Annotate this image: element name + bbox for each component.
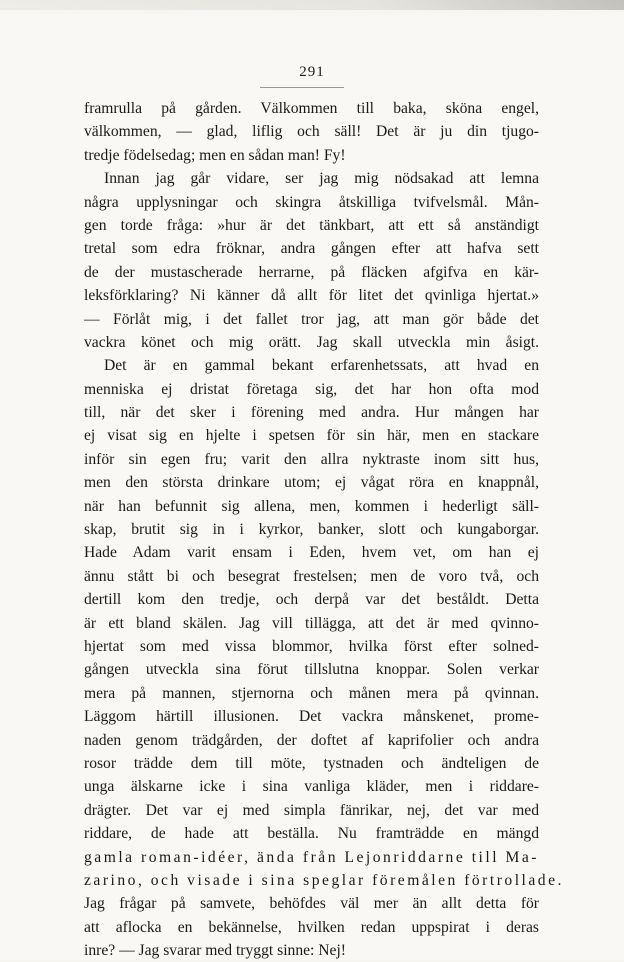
body-text bbox=[84, 97, 564, 962]
text-line: naden genom trädgården, der doftet af kaprifolier och andra bbox=[84, 731, 539, 749]
text-line: Det är en gammal bekant erfarenhetssats, att hvad en bbox=[104, 357, 539, 375]
header-rule bbox=[260, 87, 344, 88]
text-line: skap, brutit sig in i kyrkor, banker, slott och kungaborgar. bbox=[84, 521, 539, 539]
text-line: vackra könet och mig orätt. Jag skall utveckla min åsigt. bbox=[84, 333, 539, 351]
text-line: rosor trädde dem till möte, tystnaden och ändteligen de bbox=[84, 754, 539, 772]
text-line: men den största drinkare utom; ej vågat röra en knappnål, bbox=[84, 474, 539, 492]
text-line: är ett bland skälen. Jag vill tillägga, att det är med qvinno- bbox=[84, 614, 539, 632]
text-line: välkommen, — glad, liflig och säll! Det är ju din tjugo- bbox=[84, 123, 539, 141]
text-line: mera på mannen, stjernorna och månen mera på qvinnan. bbox=[84, 684, 539, 702]
text-line: inre? — Jag svarar med tryggt sinne: Nej! bbox=[84, 942, 346, 960]
text-line: till, när det sker i förening med andra. Hur mången har bbox=[84, 404, 539, 422]
text-line: riddare, de hade att beställa. Nu framträdde en mängd bbox=[84, 825, 539, 843]
text-line: gen torde fråga: »hur är det tänkbart, att ett så anständigt bbox=[84, 216, 539, 234]
text-line: zarino, och visade i sina speglar föremålen förtrollade. bbox=[84, 871, 564, 889]
text-line: tretal som edra fröknar, andra gången efter att hafva sett bbox=[84, 240, 539, 258]
text-line: unga älskarne icke i sina vanliga kläder, men i riddare- bbox=[84, 778, 539, 796]
text-line: ej visat sig en hjelte i spetsen för sin här, men en stackare bbox=[84, 427, 539, 445]
text-line: tredje födelsedag; men en sådan man! Fy! bbox=[84, 146, 346, 164]
text-line: drägter. Det var ej med simpla fänrikar, nej, det var med bbox=[84, 801, 539, 819]
text-line: ännu stått bi och besegrat frestelsen; men de voro två, och bbox=[84, 567, 539, 585]
text-line: hjertat som med vissa blommor, hvilka först efter solned- bbox=[84, 637, 539, 655]
text-line: Innan jag går vidare, ser jag mig nödsakad att lemna bbox=[104, 170, 539, 188]
text-line: att aflocka en bekännelse, hvilken redan uppspirat i deras bbox=[84, 918, 539, 936]
page-top-edge bbox=[0, 0, 624, 10]
text-line: dertill kom den tredje, och derpå var det beståldt. Detta bbox=[84, 591, 539, 609]
text-line: menniska ej dristat företaga sig, det har hon ofta mod bbox=[84, 380, 539, 398]
text-line: när han befunnit sig allena, men, kommen i hederligt säll- bbox=[84, 497, 539, 515]
text-line: — Förlåt mig, i det fallet tror jag, att man gör både det bbox=[84, 310, 539, 328]
text-line: några upplysningar och skingra åtskilliga tvifvelsmål. Mån- bbox=[84, 193, 539, 211]
text-line: framrulla på gården. Välkommen till baka, sköna engel, bbox=[84, 100, 539, 117]
text-line: gamla roman-idéer, ända från Lejonriddarne till Ma- bbox=[84, 848, 539, 866]
text-line: Läggom härtill illusionen. Det vackra månskenet, prome- bbox=[84, 708, 539, 726]
text-line: de der mustascherade herrarne, på fläcken afgifva en kär- bbox=[84, 263, 539, 281]
text-line: gången utveckla sina förut tillslutna knoppar. Solen verkar bbox=[84, 661, 539, 679]
text-line: Hade Adam varit ensam i Eden, hvem vet, om han ej bbox=[84, 544, 539, 562]
text-line: leksförklaring? Ni känner då allt för litet det qvinliga hjertat.» bbox=[84, 287, 539, 305]
page-number: 291 bbox=[299, 64, 325, 80]
text-line: inför sin egen fru; varit den allra nyktraste inom sitt hus, bbox=[84, 450, 539, 468]
text-line: Jag frågar på samvete, behöfdes väl mer än allt detta för bbox=[84, 895, 539, 913]
